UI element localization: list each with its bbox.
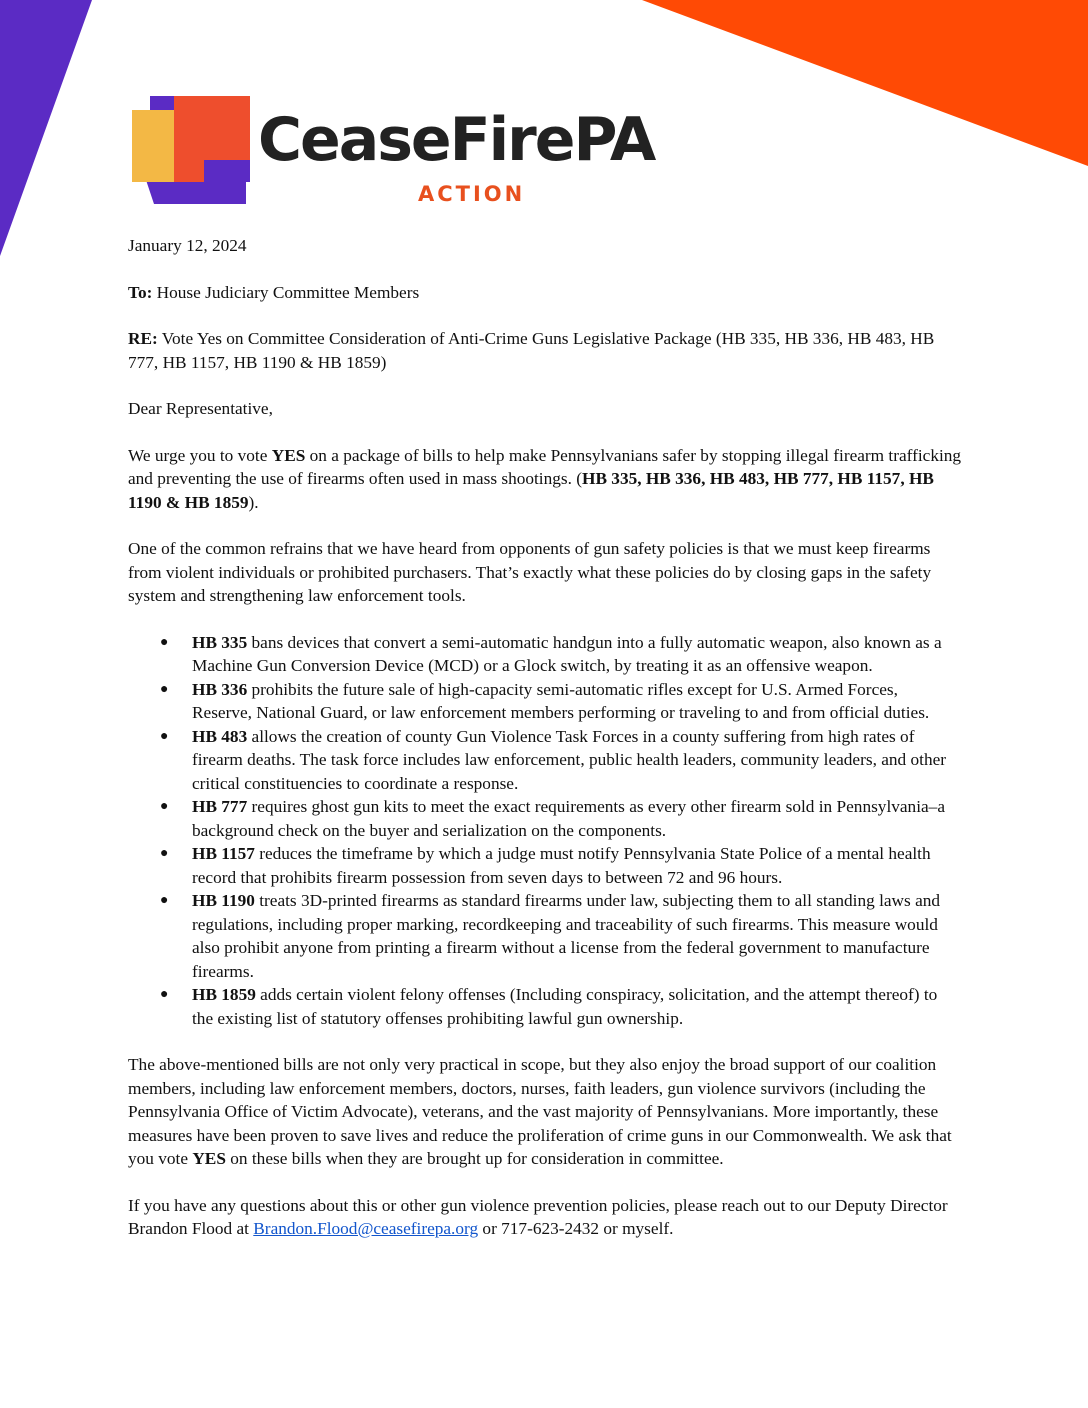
- bill-id: HB 777: [192, 797, 248, 816]
- re-label: RE:: [128, 329, 158, 348]
- bill-description: prohibits the future sale of high-capacity semi-automatic rifles except for U.S. Armed Forces, Reserve, National Guard, or law enforcement members performing or traveling to and from official duties.: [192, 679, 930, 722]
- letter-date: January 12, 2024: [128, 236, 247, 255]
- bill-item: [128, 678, 964, 725]
- subject-line: [128, 327, 964, 374]
- logo-subtitle: ACTION: [418, 182, 526, 206]
- support-yes: YES: [192, 1149, 226, 1168]
- intro-yes: YES: [271, 445, 306, 465]
- subject: Vote Yes on Committee Consideration of Anti-Crime Guns Legislative Package (HB 335, HB 336, HB 483, HB 777, HB 1157, HB 1190 & HB 1859): [128, 329, 935, 372]
- letter-body: [128, 234, 964, 1264]
- bill-id: HB 1859: [192, 985, 256, 1004]
- bill-item: [128, 983, 964, 1030]
- context-paragraph: One of the common refrains that we have heard from opponents of gun safety policies is that we must keep firearms from violent individuals or prohibited purchasers. That’s exactly what these policies do by closing gaps in the safety system and strengthening law enforcement tools.: [128, 539, 932, 605]
- intro-bill-list: HB 335, HB 336, HB 483, HB 777, HB 1157, HB 1190 & HB 1859: [128, 469, 934, 512]
- bullet-icon: ●: [160, 799, 169, 814]
- contact-text: If you have any questions about this or other gun violence prevention policies, please reach out to our Deputy Director Brandon Flood at: [128, 1195, 948, 1238]
- bill-item: [128, 842, 964, 889]
- intro-paragraph: [128, 444, 964, 515]
- logo-wordmark: CeaseFirePA: [258, 105, 655, 175]
- support-text-2: on these bills when they are brought up for consideration in committee.: [225, 1149, 724, 1168]
- bill-id: HB 1157: [192, 844, 255, 863]
- bill-list: [128, 631, 964, 1031]
- intro-text: We urge you to vote: [128, 445, 272, 465]
- bill-description: adds certain violent felony offenses (Including conspiracy, solicitation, and the attempt thereof) to the existing list of statutory offenses prohibiting lawful gun ownership.: [192, 985, 938, 1028]
- recipient: House Judiciary Committee Members: [156, 282, 420, 302]
- bullet-icon: ●: [160, 987, 169, 1002]
- bullet-icon: ●: [160, 634, 169, 650]
- bullet-icon: ●: [160, 681, 169, 697]
- bullet-icon: ●: [160, 846, 169, 861]
- bill-item: [128, 889, 964, 983]
- email-link[interactable]: Brandon.Flood@ceasefirepa.org: [253, 1219, 479, 1238]
- keystone-logo-icon: [132, 96, 252, 208]
- contact-paragraph: [128, 1194, 964, 1241]
- orange-corner-banner: [642, 0, 1088, 170]
- bill-id: HB 483: [192, 726, 248, 746]
- intro-text-3: ).: [248, 492, 259, 512]
- bill-item: [128, 725, 964, 796]
- support-text: The above-mentioned bills are not only very practical in scope, but they also enjoy the broad support of our coalition members, including law enforcement members, doctors, nurses, faith leaders, gun violence survivors (including the Pennsylvania Office of Victim Advocate), veterans, and the vast majority of Pennsylvanians. More importantly, these measures have been proven to save lives and reduce the proliferation of crime guns in our Commonwealth. We ask that you vote: [128, 1055, 952, 1168]
- bill-description: bans devices that convert a semi-automatic handgun into a fully automatic weapon, also known as a Machine Gun Conversion Device (MCD) or a Glock switch, by treating it as an offensive weapon.: [192, 632, 942, 675]
- bill-item: [128, 795, 964, 842]
- bill-item: [128, 631, 964, 678]
- contact-text-2: or 717-623-2432 or myself.: [478, 1219, 674, 1238]
- bullet-icon: ●: [160, 893, 169, 908]
- purple-corner-stripe: [0, 0, 96, 260]
- bullet-icon: ●: [160, 728, 169, 744]
- bill-description: reduces the timeframe by which a judge must notify Pennsylvania State Police of a mental health record that prohibits firearm possession from seven days to between 72 and 96 hours.: [192, 844, 931, 887]
- intro-text-2: on a package of bills to help make Pennsylvanians safer by stopping illegal firearm trafficking and preventing the use of firearms often used in mass shootings. (: [128, 445, 962, 488]
- bill-id: HB 335: [192, 632, 248, 652]
- recipient-line: [128, 281, 964, 305]
- salutation: Dear Representative,: [128, 399, 273, 418]
- support-paragraph: [128, 1053, 964, 1171]
- bill-description: allows the creation of county Gun Violence Task Forces in a county suffering from high rates of firearm deaths. The task force includes law enforcement, public health leaders, community leaders, and other critical constituencies to coordinate a response.: [192, 726, 947, 793]
- bill-description: treats 3D-printed firearms as standard firearms under law, subjecting them to all standing laws and regulations, including proper marking, recordkeeping and traceability of such firearms. This measure would also prohibit anyone from printing a firearm without a license from the federal government to manufacture firearms.: [192, 891, 941, 981]
- bill-id: HB 1190: [192, 891, 255, 910]
- bill-description: requires ghost gun kits to meet the exact requirements as every other firearm sold in Pennsylvania–a background check on the buyer and serialization on the components.: [192, 797, 945, 840]
- ceasefirepa-logo: [132, 96, 692, 208]
- bill-id: HB 336: [192, 679, 248, 699]
- to-label: To:: [128, 282, 153, 302]
